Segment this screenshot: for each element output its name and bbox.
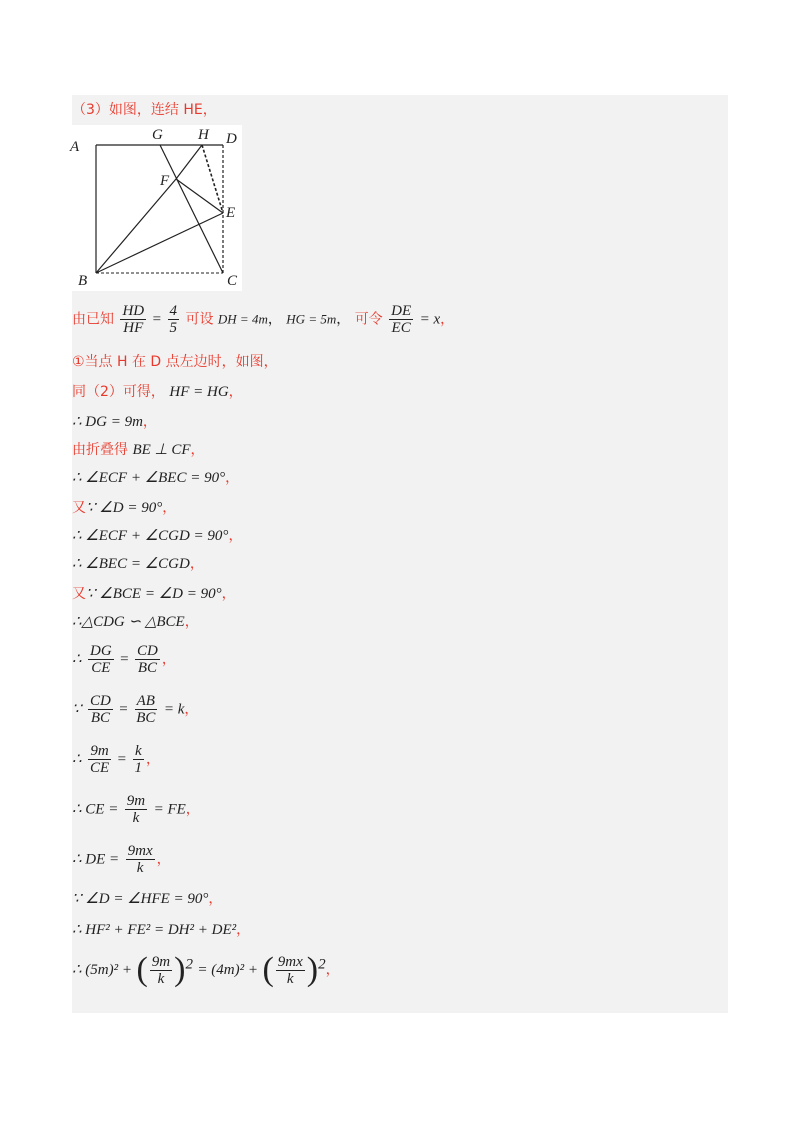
label-h: H: [198, 127, 209, 143]
square-diagram: [72, 125, 242, 291]
fraction-dg-ce: $\frac{DG}{CE}$: [90, 643, 112, 676]
line-hf-hg: [72, 383, 243, 401]
label-b: B: [78, 273, 88, 289]
line-equation: ∴ (5m)² + ( $\frac{9m}{k}$ )$^2$ = (4m)² + ( $\frac{9mx}{k}$ )$^2$，: [72, 951, 340, 988]
fraction-hd-hf: $\frac{HD}{HF}$: [122, 303, 145, 336]
expr-hf-hg: HF = HG: [169, 384, 229, 400]
label-d: D: [226, 131, 237, 147]
fraction-9m-k: $\frac{9m}{k}$: [151, 953, 171, 987]
segment-bf: [96, 179, 176, 273]
expr-pythagoras: ∴ HF² + FE² = DH² + DE²: [72, 922, 237, 938]
therefore-sign: ∴: [72, 751, 82, 768]
expr-ce: ∴ CE =: [72, 801, 119, 818]
fraction-9mx-k: $\frac{9mx}{k}$: [277, 953, 303, 987]
expr-x: = x: [419, 311, 441, 328]
expr-fe: = FE: [153, 801, 186, 818]
expr-bce-d: ∵ ∠BCE = ∠D = 90°: [86, 586, 222, 602]
line-ratio-dg-ce: [72, 643, 176, 676]
equals-sign: =: [120, 651, 129, 668]
segment-he: [202, 145, 223, 213]
fraction-cd-bc: $\frac{CD}{BC}$: [137, 643, 158, 676]
label-a: A: [70, 139, 80, 155]
also-text: 又: [72, 500, 86, 516]
label-f: F: [160, 173, 170, 189]
comma: ，: [325, 962, 340, 978]
fraction-9m-k: $\frac{9m}{k}$: [126, 793, 146, 826]
expr-hg: HG = 5m: [286, 311, 337, 327]
fraction-4-5: $\frac{4}{5}$: [169, 303, 177, 336]
part-3-heading: （3）如图，连结 HE，: [72, 102, 217, 118]
comma: ，: [225, 470, 240, 486]
equals-sign: =: [152, 311, 162, 328]
also-text: 又: [72, 586, 86, 602]
line-pythagoras: [72, 921, 250, 939]
fraction-k-1: $\frac{k}{1}$: [134, 743, 143, 776]
segment-fe: [176, 179, 223, 213]
expr-5m-squared: ∴ (5m)² +: [72, 962, 132, 978]
therefore-sign: ∴: [72, 651, 82, 668]
line-9m-ce: [72, 743, 160, 776]
comma: ，: [228, 384, 243, 400]
case-1-heading: ①当点 H 在 D 点左边时，如图，: [72, 354, 278, 370]
line-de: [72, 843, 171, 876]
line-similar: [72, 613, 199, 631]
comma: ，: [336, 311, 351, 328]
comma: ，: [184, 614, 199, 630]
let-text: 可设: [185, 311, 214, 328]
expr-ecf-bec: ∴ ∠ECF + ∠BEC = 90°: [72, 470, 226, 486]
given-ratio-line: [72, 303, 454, 336]
expr-dg: ∴ DG = 9m: [72, 414, 143, 430]
expr-angle-d: ∵ ∠D = 90°: [86, 500, 163, 516]
comma: ，: [236, 922, 251, 938]
line-bce-d: [72, 585, 236, 603]
equals-sign: =: [117, 751, 127, 768]
segment-be: [96, 213, 223, 273]
expr-be-perp-cf: BE ⊥ CF: [132, 442, 191, 458]
expr-4m-squared: = (4m)² +: [197, 962, 258, 978]
geometry-figure: [72, 125, 242, 291]
line-dg: [72, 413, 157, 431]
comma: ，: [146, 751, 161, 768]
expr-ecf-cgd: ∴ ∠ECF + ∠CGD = 90°: [72, 528, 229, 544]
comma: ，: [267, 311, 282, 328]
segment-hf: [176, 145, 202, 179]
comma: ，: [142, 414, 157, 430]
expr-similar-triangles: ∴△CDG ∽ △BCE: [72, 614, 185, 630]
fraction-cd-bc: $\frac{CD}{BC}$: [90, 693, 111, 726]
comma: ，: [208, 891, 223, 907]
fraction-de-ec: $\frac{DE}{EC}$: [391, 303, 412, 336]
line-bec-cgd: [72, 555, 204, 573]
equals-sign: =: [119, 701, 128, 718]
line-ecf-bec: [72, 469, 239, 487]
fraction-ab-bc: $\frac{AB}{BC}$: [136, 693, 156, 726]
comma: ，: [440, 311, 455, 328]
comma: ，: [189, 556, 204, 572]
comma: ，: [184, 701, 199, 718]
same-as-2-text: 同（2）可得，: [72, 384, 165, 400]
because-sign: ∵: [72, 701, 82, 718]
comma: ，: [190, 442, 205, 458]
expr-de: ∴ DE =: [72, 851, 120, 868]
segment-gc: [160, 145, 223, 273]
line-right-angles: [72, 890, 222, 908]
line-fold: [72, 441, 205, 459]
expr-bec-cgd: ∴ ∠BEC = ∠CGD: [72, 556, 190, 572]
line-ratio-k: [72, 693, 198, 726]
fraction-9m-ce: $\frac{9m}{CE}$: [90, 743, 110, 776]
label-g: G: [152, 127, 163, 143]
line-angle-d: [72, 499, 176, 517]
line-ecf-cgd: [72, 527, 242, 545]
expr-k: = k: [163, 701, 185, 718]
expr-right-angles: ∵ ∠D = ∠HFE = 90°: [72, 891, 209, 907]
line-ce-fe: [72, 793, 200, 826]
comma: ，: [228, 528, 243, 544]
label-e: E: [226, 205, 236, 221]
comma: ，: [221, 586, 236, 602]
comma: ，: [162, 500, 177, 516]
expr-dh: DH = 4m: [217, 311, 268, 327]
solution-panel: [72, 95, 728, 1013]
comma: ，: [161, 651, 176, 668]
comma: ，: [185, 801, 200, 818]
fold-text: 由折叠得: [72, 442, 128, 458]
let-text-2: 可令: [354, 311, 383, 328]
label-c: C: [227, 273, 238, 289]
comma: ，: [156, 851, 171, 868]
given-prefix: 由已知: [72, 311, 114, 328]
fraction-9mx-k: $\frac{9mx}{k}$: [127, 843, 153, 876]
